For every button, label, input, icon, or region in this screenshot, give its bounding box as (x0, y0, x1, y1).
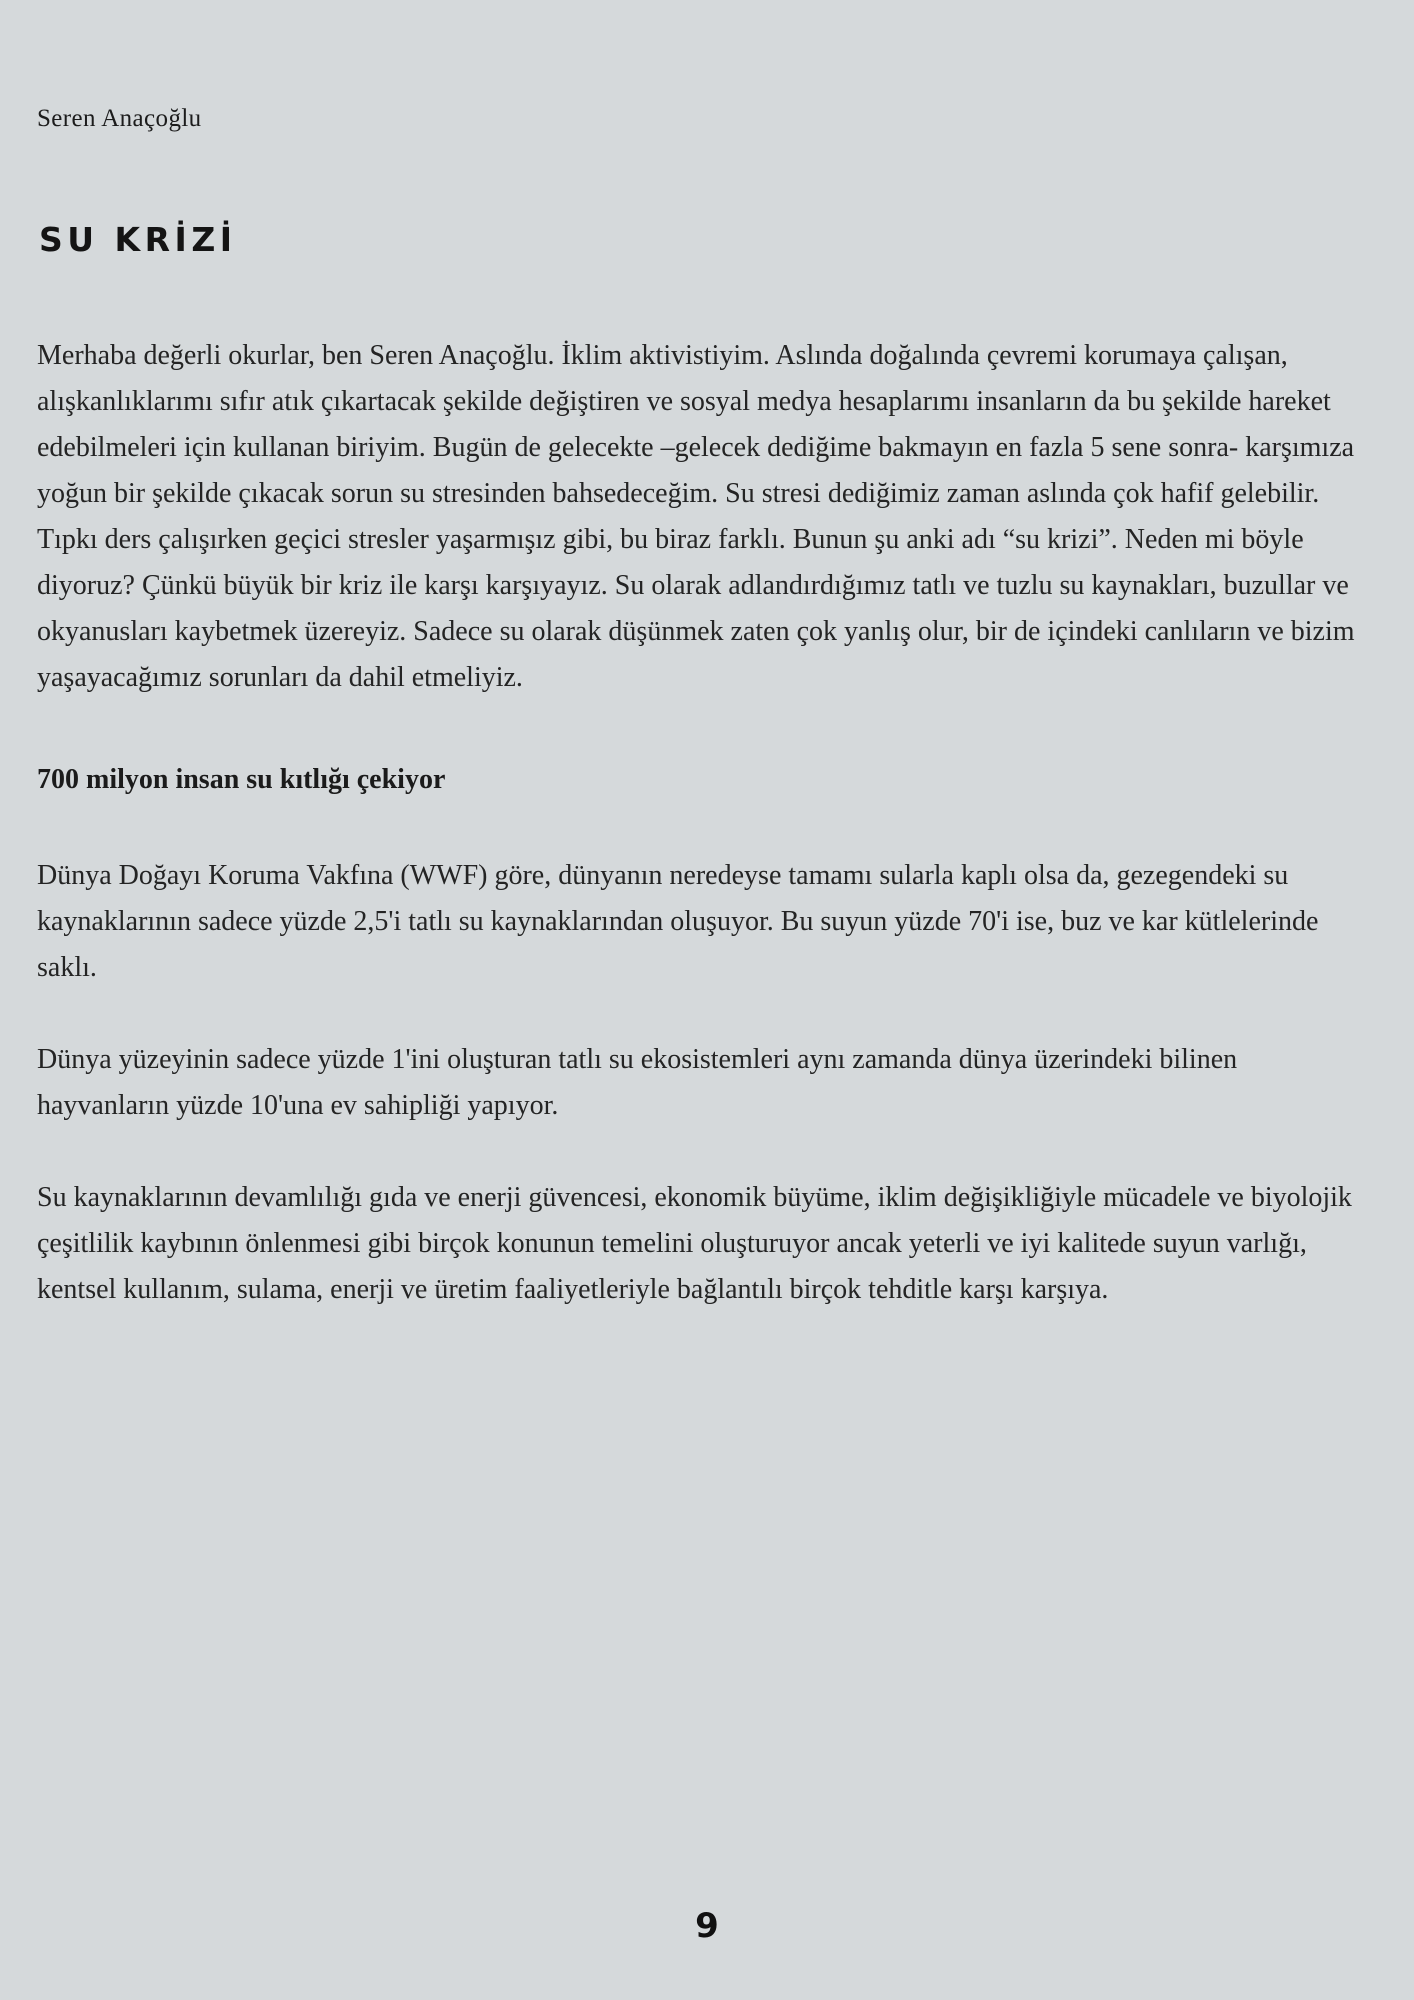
subheading-water-scarcity: 700 milyon insan su kıtlığı çekiyor (37, 764, 446, 795)
paragraph-wwf-facts: Dünya Doğayı Koruma Vakfına (WWF) göre, dünyanın neredeyse tamamı sularla kaplı olsa da, gezegendeki su kaynaklarının sadece yüzde 2,5'i tatlı su kaynaklarından oluşuyor. Bu suyun yüzde 70'i ise, buz ve kar kütlelerinde saklı. (37, 860, 1319, 983)
page-title: SU KRİZİ (39, 220, 237, 259)
byline: Seren Anaçoğlu (37, 105, 202, 132)
paragraph-water-resources: Su kaynaklarının devamlılığı gıda ve enerji güvencesi, ekonomik büyüme, iklim değişikliğiyle mücadele ve biyolojik çeşitlilik kaybının önlenmesi gibi birçok konunun temelini oluşturuyor ancak yeterli ve iyi kalitede suyun varlığı, kentsel kullanım, sulama, enerji ve üretim faaliyetleriyle bağlantılı birçok tehditle karşı karşıya. (37, 1182, 1352, 1305)
page-number: 9 (695, 1906, 719, 1946)
paragraph-intro: Merhaba değerli okurlar, ben Seren Anaçoğlu. İklim aktivistiyim. Aslında doğalında çevremi korumaya çalışan, alışkanlıklarımı sıfır atık çıkartacak şekilde değiştiren ve sosyal medya hesaplarımı insanların da bu şekilde hareket edebilmeleri için kullanan biriyim. Bugün de gelecekte –gelecek dediğime bakmayın en fazla 5 sene sonra- karşımıza yoğun bir şekilde çıkacak sorun su stresinden bahsedeceğim. Su stresi dediğimiz zaman aslında çok hafif gelebilir. Tıpkı ders çalışırken geçici stresler yaşarmışız gibi, bu biraz farklı. Bunun şu anki adı “su krizi”. Neden mi böyle diyoruz? Çünkü büyük bir kriz ile karşı karşıyayız. Su olarak adlandırdığımız tatlı ve tuzlu su kaynakları, buzullar ve okyanusları kaybetmek üzereyiz. Sadece su olarak düşünmek zaten çok yanlış olur, bir de içindeki canlıların ve bizim yaşayacağımız sorunları da dahil etmeliyiz. (37, 340, 1355, 693)
page-footer (0, 1904, 1414, 1948)
paragraph-freshwater-ecosystems: Dünya yüzeyinin sadece yüzde 1'ini oluşturan tatlı su ekosistemleri aynı zamanda dünya üzerindeki bilinen hayvanların yüzde 10'una ev sahipliği yapıyor. (37, 1044, 1238, 1121)
